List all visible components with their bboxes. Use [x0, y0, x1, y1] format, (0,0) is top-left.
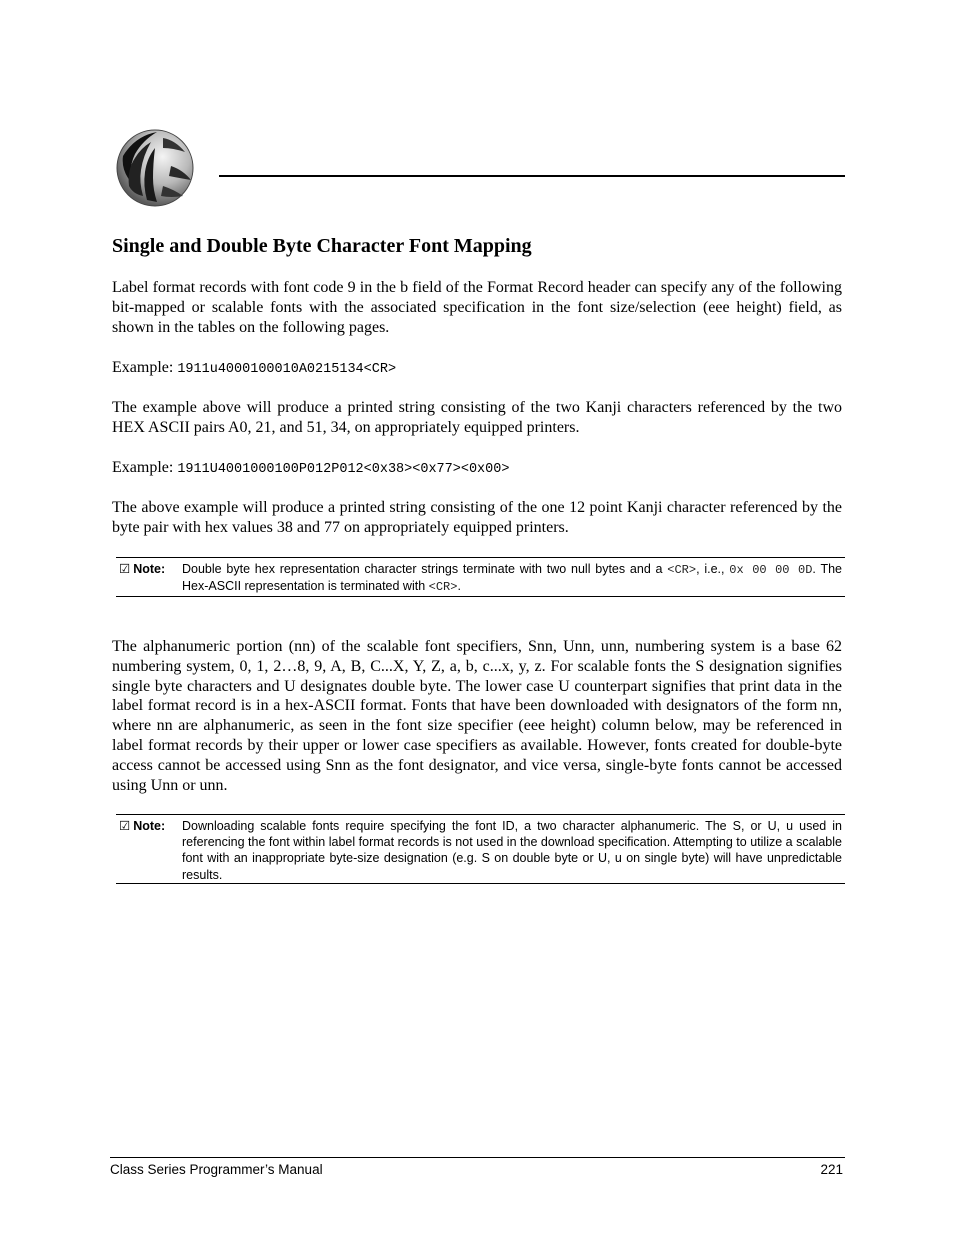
example-label: Example: — [112, 359, 174, 376]
footer-manual-title: Class Series Programmer’s Manual — [110, 1162, 323, 1177]
note-label: ☑ Note: — [119, 819, 166, 833]
example-2-explanation: The above example will produce a printed string consisting of the one 12 point Kanji character referenced by the byte pair with hex values 38 and 77 on appropriately equipped printers. — [112, 499, 842, 536]
page-number: 221 — [820, 1162, 843, 1177]
example-code: 1911U4001000100P012P012<0x38><0x77><0x00> — [177, 462, 510, 477]
intro-paragraph: Label format records with font code 9 in the b field of the Format Record header can specify any of the following bit-mapped or scalable fonts with the associated specification in the font size/selection (eee height) field, as shown in the tables on the following pages. — [112, 279, 842, 336]
note-label: ☑ Note: — [119, 562, 166, 576]
zebra-globe-icon — [113, 126, 195, 208]
checkbox-icon: ☑ — [119, 819, 131, 833]
checkbox-icon: ☑ — [119, 562, 131, 576]
note-text: Downloading scalable fonts require specifying the font ID, a two character alphanumeric. The S, or U, u used in referencing the font within label format records is not used in the download specification. Attempting to utilize a scalable font with an inappropriate byte-size designation (e.g. S on double byte or U, u on single byte) will have unpredictable results. — [182, 819, 842, 882]
note-box — [116, 557, 845, 597]
example-2 — [112, 458, 842, 480]
header-rule — [219, 175, 845, 177]
note-text: Double byte hex representation character strings terminate with two null bytes and a <CR>, i.e., 0x 00 00 0D. The Hex-ASCII representation is terminated with <CR>. — [182, 562, 842, 595]
example-label: Example: — [112, 459, 174, 476]
numbering-paragraph: The alphanumeric portion (nn) of the scalable font specifiers, Snn, Unn, unn, numbering system is a base 62 numbering system, 0, 1, 2…8, 9, A, B, C...X, Y, Z, a, b, c...x, y, z. For scalable fonts the S designation signifies single byte characters and U designates double byte. The lower case U counterpart signifies that print data in the label format record is in a hex-ASCII format. Fonts that have been downloaded with designators of the form nn, where nn are alphanumeric, as seen in the font size specifier (eee height) column below, may be referenced in label format records by their upper or lower case specifiers as available. However, fonts created for double-byte access cannot be accessed using Snn as the font designator, and vice versa, single-byte fonts cannot be accessed using Unn or unn. — [112, 638, 842, 794]
section-title: Single and Double Byte Character Font Mapping — [112, 235, 532, 257]
example-1 — [112, 358, 842, 380]
footer-rule — [110, 1157, 845, 1158]
example-code: 1911u4000100010A0215134<CR> — [177, 362, 397, 377]
example-1-explanation: The example above will produce a printed string consisting of the two Kanji characters referenced by the two HEX ASCII pairs A0, 21, and 51, 34, on appropriately equipped printers. — [112, 399, 842, 436]
note-box — [116, 814, 845, 884]
